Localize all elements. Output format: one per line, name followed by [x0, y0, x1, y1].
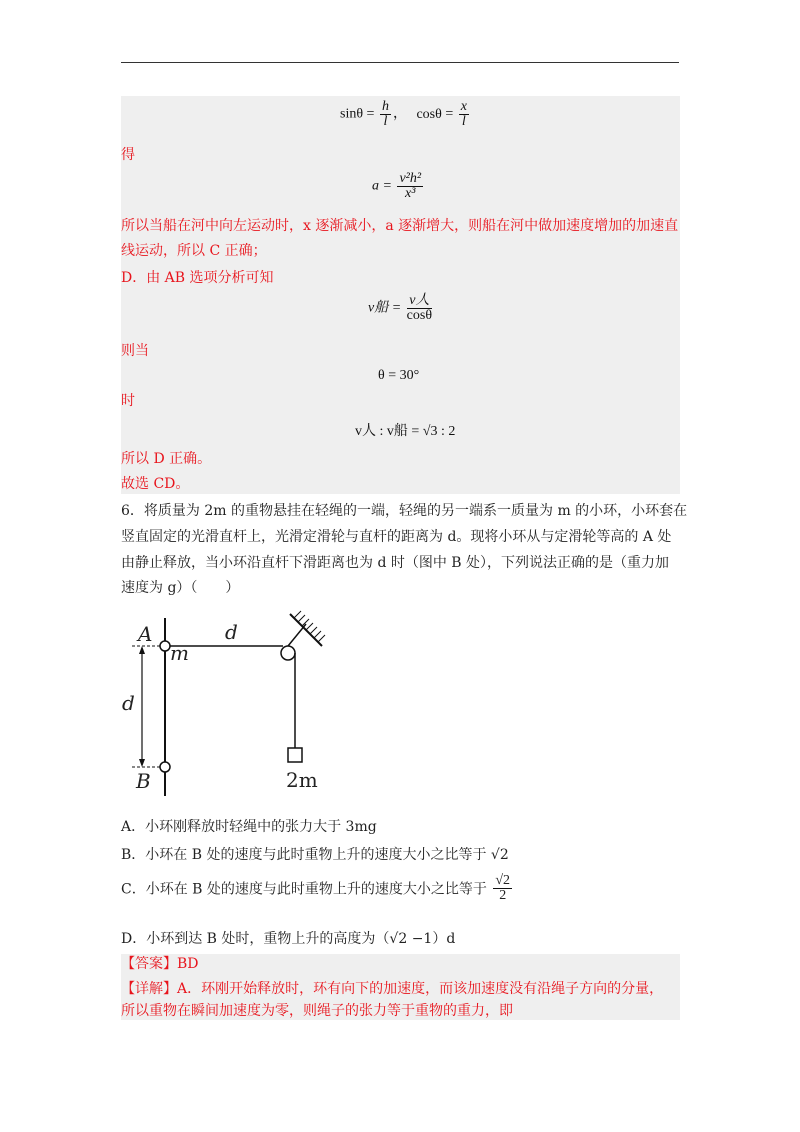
- conclusion-line-2: 线运动，所以 C 正确；: [121, 243, 267, 259]
- ring-b: [160, 762, 170, 772]
- header-rule: [121, 62, 679, 63]
- label-b: B: [136, 769, 151, 793]
- text-de: 得: [121, 147, 135, 163]
- option-d[interactable]: D．小环到达 B 处时，重物上升的高度为（√2 −1）d: [121, 931, 456, 947]
- equation-v-ship: v船 = $\frac{\text{v人}}{\cos\theta}$: [368, 293, 433, 323]
- pulley: [281, 646, 295, 660]
- label-m: m: [170, 641, 189, 665]
- option-b[interactable]: B．小环在 B 处的速度与此时重物上升的速度大小之比等于 √2: [121, 847, 509, 863]
- answer-detail-line-2: 所以重物在瞬间加速度为零，则绳子的张力等于重物的重力，即: [121, 1003, 513, 1019]
- question-line-1: 6．将质量为 2m 的重物悬挂在轻绳的一端，轻绳的另一端系一质量为 m 的小环，小环套在: [121, 503, 688, 519]
- question-line-2: 竖直固定的光滑直杆上，光滑定滑轮与直杆的距离为 d。现将小环从与定滑轮等高的 A 处: [121, 529, 672, 545]
- question-line-4: 速度为 g）（ ）: [121, 580, 240, 596]
- option-c[interactable]: C．小环在 B 处的速度与此时重物上升的速度大小之比等于 $\frac{√2}{2}$: [121, 873, 511, 903]
- label-d-top: d: [225, 620, 238, 644]
- option-a[interactable]: A．小环刚释放时轻绳中的张力大于 3mg: [121, 819, 377, 835]
- answer-detail-line-1: 【详解】A．环刚开始释放时，环有向下的加速度，而该加速度没有沿绳子方向的分量，: [121, 981, 664, 997]
- ring-a: [160, 641, 170, 651]
- answer-key: 【答案】BD: [121, 956, 199, 972]
- label-d-left: d: [122, 691, 135, 715]
- equation-theta: θ = 30°: [378, 368, 420, 383]
- label-2m: 2m: [286, 768, 318, 792]
- equation-a: a = $\frac{\text{v²h²}}{\text{x³}}$: [372, 171, 422, 201]
- conclusion-line-1: 所以当船在河中向左运动时，x 逐渐减小，a 逐渐增大，则船在河中做加速度增加的加速直: [121, 218, 679, 234]
- equation-ratio: v人 : v船 = √3 : 2: [355, 424, 456, 439]
- equation-sin-cos: sinθ = $\frac{h}{l}$ ， cosθ = $\frac{x}{l}$: [340, 99, 467, 129]
- text-choose-cd: 故选 CD。: [121, 476, 190, 492]
- text-ze-dang: 则当: [121, 343, 149, 359]
- option-d-intro: D．由 AB 选项分析可知: [121, 270, 274, 286]
- text-d-correct: 所以 D 正确。: [121, 451, 212, 467]
- weight-block: [288, 748, 302, 762]
- label-a: A: [138, 622, 153, 646]
- question-line-3: 由静止释放，当小环沿直杆下滑距离也为 d 时（图中 B 处），下列说法正确的是（重力加: [121, 555, 670, 571]
- text-shi: 时: [121, 393, 135, 409]
